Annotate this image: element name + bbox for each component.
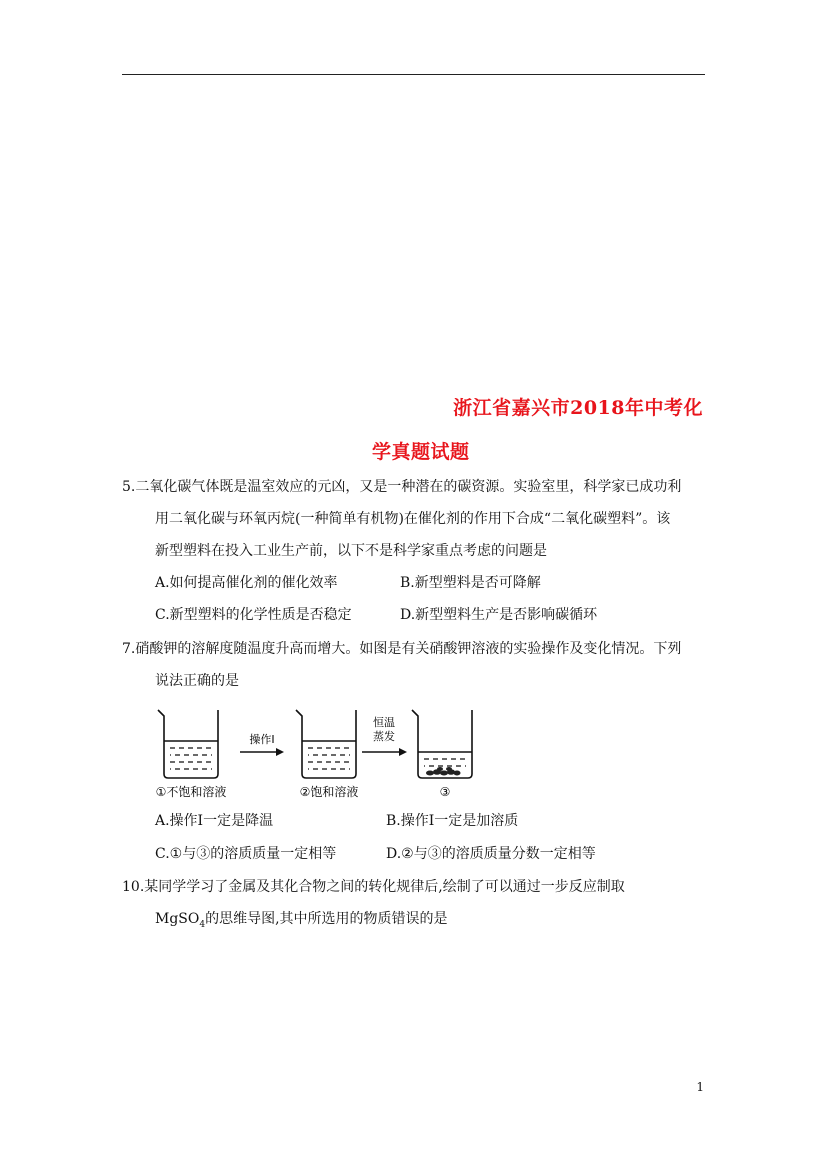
q10-formula-subscript: 4 — [199, 919, 206, 930]
liquid-dashes-3 — [424, 759, 466, 766]
q7-option-b: B.操作Ⅰ一定是加溶质 — [386, 813, 519, 829]
title-line-2: 学真题试题 — [372, 441, 470, 463]
arrow-2-label-line2: 蒸发 — [373, 730, 395, 743]
q10-stem-line-2 — [155, 910, 448, 934]
q7-stem-line-2: 说法正确的是 — [155, 673, 239, 689]
title-line-1: 浙江省嘉兴市2018年中考化 — [453, 397, 703, 419]
liquid-dashes-2 — [308, 748, 350, 769]
arrow-1 — [240, 748, 284, 756]
q7-stem-line-1: 7.硝酸钾的溶解度随温度升高而增大。如图是有关硝酸钾溶液的实验操作及变化情况。下列 — [122, 641, 682, 657]
header-rule — [122, 74, 705, 75]
q7-option-d: D.②与③的溶质质量分数一定相等 — [386, 846, 596, 862]
q5-option-d: D.新型塑料生产是否影响碳循环 — [400, 607, 598, 623]
beaker-2 — [296, 710, 356, 778]
arrow-2-label-line1: 恒温 — [373, 716, 395, 729]
beaker-1-label: ①不饱和溶液 — [155, 785, 227, 799]
beaker-1 — [158, 710, 218, 778]
q5-stem-line-3: 新型塑料在投入工业生产前，以下不是科学家重点考虑的问题是 — [155, 543, 547, 559]
q5-option-b: B.新型塑料是否可降解 — [400, 575, 541, 591]
q5-stem-line-2: 用二氧化碳与环氧丙烷(一种简单有机物)在催化剂的作用下合成“二氧化碳塑料”。该 — [155, 511, 671, 527]
q10-formula: MgSO — [155, 911, 200, 927]
q7-option-a: A.操作Ⅰ一定是降温 — [155, 813, 274, 829]
q10-stem-rest: 的思维导图,其中所选用的物质错误的是 — [205, 911, 448, 927]
liquid-dashes-1 — [170, 748, 212, 769]
q5-option-a: A.如何提高催化剂的催化效率 — [155, 575, 338, 591]
page-number: 1 — [696, 1080, 704, 1094]
q10-stem-line-1: 10.某同学学习了金属及其化合物之间的转化规律后,绘制了可以通过一步反应制取 — [122, 879, 625, 895]
crystal-precipitate — [426, 767, 461, 776]
q7-option-c: C.①与③的溶质质量一定相等 — [155, 846, 337, 862]
beaker-3-label: ③ — [439, 785, 451, 799]
beaker-2-label: ②饱和溶液 — [299, 785, 359, 799]
arrow-1-label: 操作Ⅰ — [249, 733, 275, 746]
q5-option-c: C.新型塑料的化学性质是否稳定 — [155, 607, 352, 623]
q5-stem-line-1: 5.二氧化碳气体既是温室效应的元凶，又是一种潜在的碳资源。实验室里，科学家已成功利 — [122, 479, 682, 495]
arrow-2 — [362, 748, 407, 756]
beaker-diagram — [150, 704, 480, 804]
